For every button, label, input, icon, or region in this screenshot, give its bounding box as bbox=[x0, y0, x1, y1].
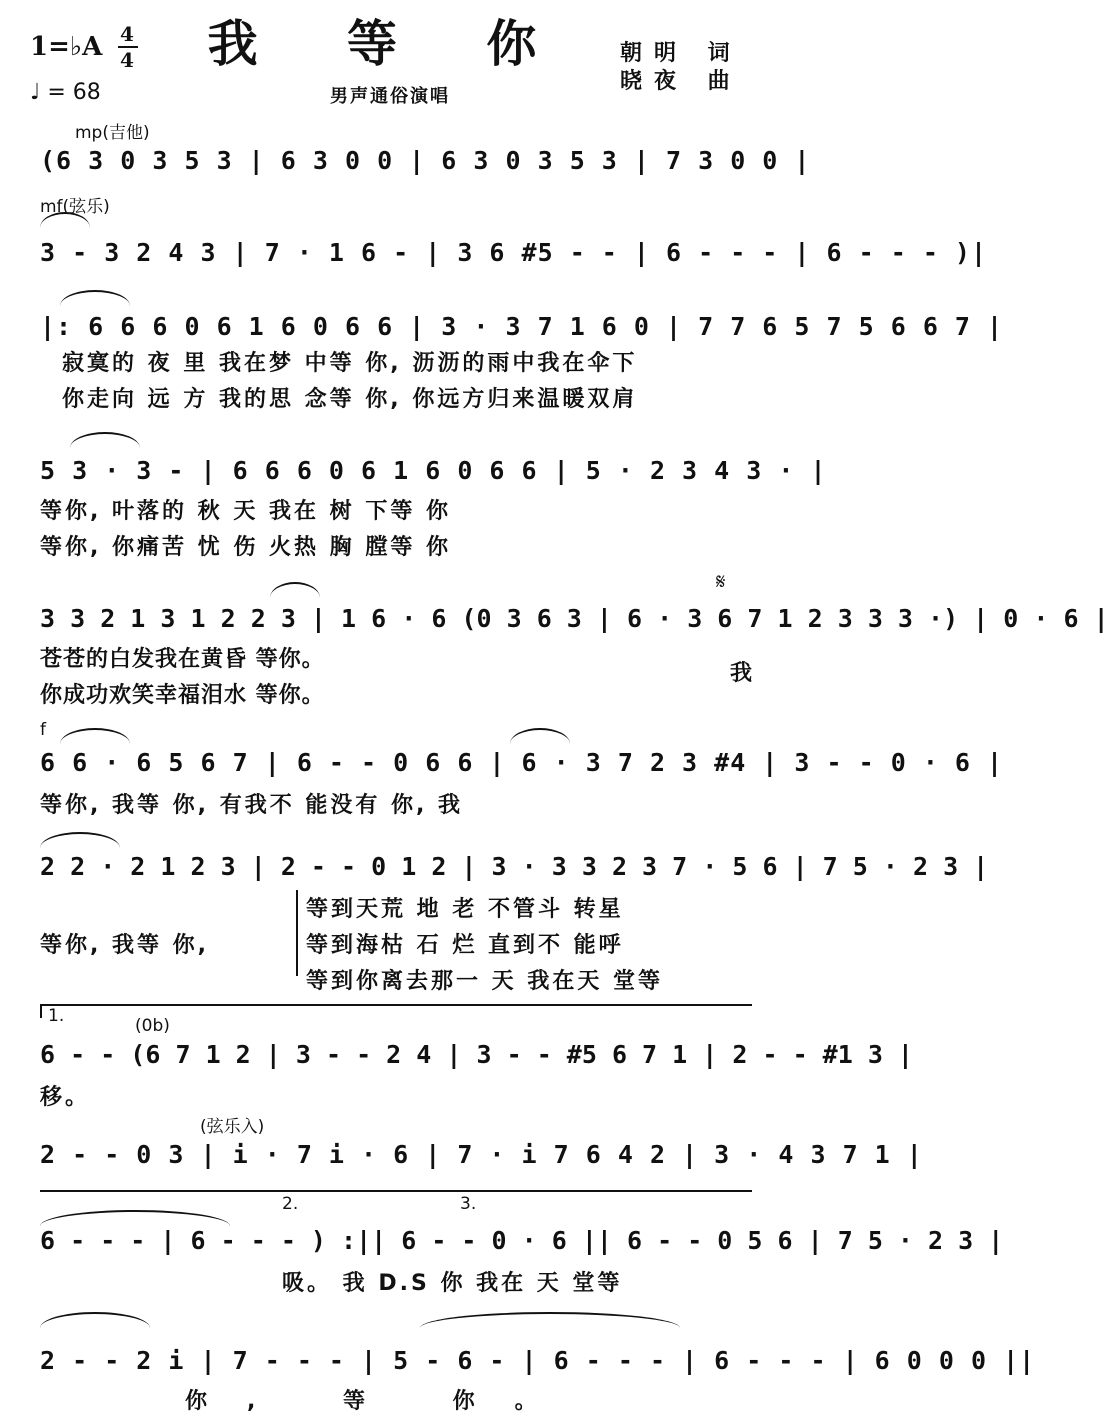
volta-number: 1. bbox=[48, 1006, 65, 1026]
lyric-verse-1: 等你, 叶落的 秋 天 我在 树 下等 你 bbox=[40, 499, 451, 524]
composer-credit: 晓夜 曲 bbox=[620, 69, 742, 94]
slur bbox=[70, 432, 140, 448]
volta-number: 2. bbox=[282, 1194, 299, 1214]
score-line-9: 2 - - 0 3 | i · 7 i · 6 | 7 · i 7 6 4 2 | 3 · 4 3 7 1 | bbox=[40, 1140, 923, 1169]
segno-sign: 𝄋 bbox=[716, 570, 726, 595]
lyricist-credit: 朝明 词 bbox=[620, 41, 742, 66]
volta-number: 3. bbox=[460, 1194, 477, 1214]
dynamic-marking: mp(吉他) bbox=[75, 123, 150, 143]
dynamic-marking: mf(弦乐) bbox=[40, 197, 110, 217]
lyric-verse-1: 苍苍的白发我在黄昏 等你。 bbox=[40, 647, 325, 672]
score-line-10: 6 - - - | 6 - - - ) :|| 6 - - 0 · 6 || 6 - - 0 5 6 | 7 5 · 2 3 | bbox=[40, 1226, 1004, 1255]
slur bbox=[510, 728, 570, 744]
score-line-11: 2 - - 2 i | 7 - - - | 5 - 6 - | 6 - - - | 6 - - - | 6 0 0 0 || bbox=[40, 1346, 1036, 1375]
lyric-line: 等你, 我等 你, 有我不 能没有 你, 我 bbox=[40, 793, 464, 818]
lyric-verse-2: 你成功欢笑幸福泪水 等你。 bbox=[40, 683, 325, 708]
lyric-verse-3: 等到你离去那一 天 我在天 堂等 bbox=[306, 969, 663, 994]
lyric-verse-1: 等到天荒 地 老 不管斗 转星 bbox=[306, 897, 624, 922]
song-title: 我 等 你 bbox=[207, 14, 573, 73]
ossia-note: (0b) bbox=[135, 1016, 170, 1036]
lyric-line: 等你, 我等 你, bbox=[40, 933, 210, 958]
triplet-slur bbox=[60, 290, 130, 306]
key-signature: 1=♭A bbox=[30, 32, 103, 62]
lyric-line: 移。 bbox=[40, 1085, 91, 1110]
tie bbox=[40, 1210, 230, 1226]
score-line-6: 6 6 · 6 5 6 7 | 6 - - 0 6 6 | 6 · 3 7 2 3 #4 | 3 - - 0 · 6 | bbox=[40, 748, 1004, 777]
volta-bracket bbox=[40, 1190, 752, 1192]
lyric-verse-2: 你走向 远 方 我的思 念等 你, 你远方归来温暖双肩 bbox=[62, 387, 638, 412]
performance-note: 男声通俗演唱 bbox=[330, 86, 450, 107]
score-line-4: 5 3 · 3 - | 6 6 6 0 6 1 6 0 6 6 | 5 · 2 3 4 3 · | bbox=[40, 456, 827, 485]
lyric-verse-1: 寂寞的 夜 里 我在梦 中等 你, 沥沥的雨中我在伞下 bbox=[62, 351, 638, 376]
tie bbox=[420, 1312, 680, 1328]
time-signature-bottom: 4 bbox=[120, 48, 134, 72]
score-line-7: 2 2 · 2 1 2 3 | 2 - - 0 1 2 | 3 · 3 3 2 3 7 · 5 6 | 7 5 · 2 3 | bbox=[40, 852, 989, 881]
volta-bracket bbox=[40, 1004, 752, 1006]
verse-brace bbox=[296, 890, 298, 976]
slur bbox=[60, 728, 130, 744]
slur bbox=[40, 1312, 150, 1328]
lyric-line: 吸。 我 D.S 你 我在 天 堂等 bbox=[282, 1271, 623, 1296]
slur bbox=[40, 832, 120, 848]
lyric-verse-2: 等到海枯 石 烂 直到不 能呼 bbox=[306, 933, 624, 958]
score-line-1: (6 3 0 3 5 3 | 6 3 0 0 | 6 3 0 3 5 3 | 7 3 0 0 | bbox=[40, 146, 811, 175]
time-signature-top: 4 bbox=[120, 22, 134, 46]
pickup-lyric: 我 bbox=[730, 661, 756, 686]
slur bbox=[270, 582, 320, 598]
lyric-verse-2: 等你, 你痛苦 忧 伤 火热 胸 膛等 你 bbox=[40, 535, 451, 560]
dynamic-marking: f bbox=[40, 720, 46, 740]
tempo-marking: ♩ = 68 bbox=[30, 80, 101, 105]
volta-bracket-edge bbox=[40, 1004, 42, 1018]
score-line-3: |: 6 6 6 0 6 1 6 0 6 6 | 3 · 3 7 1 6 0 | 7 7 6 5 7 5 6 6 7 | bbox=[40, 312, 1004, 341]
lyric-line: 你, 等 你。 bbox=[185, 1389, 577, 1414]
score-line-8: 6 - - (6 7 1 2 | 3 - - 2 4 | 3 - - #5 6 7 1 | 2 - - #1 3 | bbox=[40, 1040, 913, 1069]
score-line-2: 3 - 3 2 4 3 | 7 · 1 6 - | 3 6 #5 - - | 6 - - - | 6 - - - )| bbox=[40, 238, 988, 267]
instrument-entry: (弦乐入) bbox=[200, 1117, 265, 1137]
score-line-5: 3 3 2 1 3 1 2 2 3 | 1 6 · 6 (0 3 6 3 | 6 · 3 6 7 1 2 3 3 3 ·) | 0 · 6 | bbox=[40, 604, 1109, 633]
